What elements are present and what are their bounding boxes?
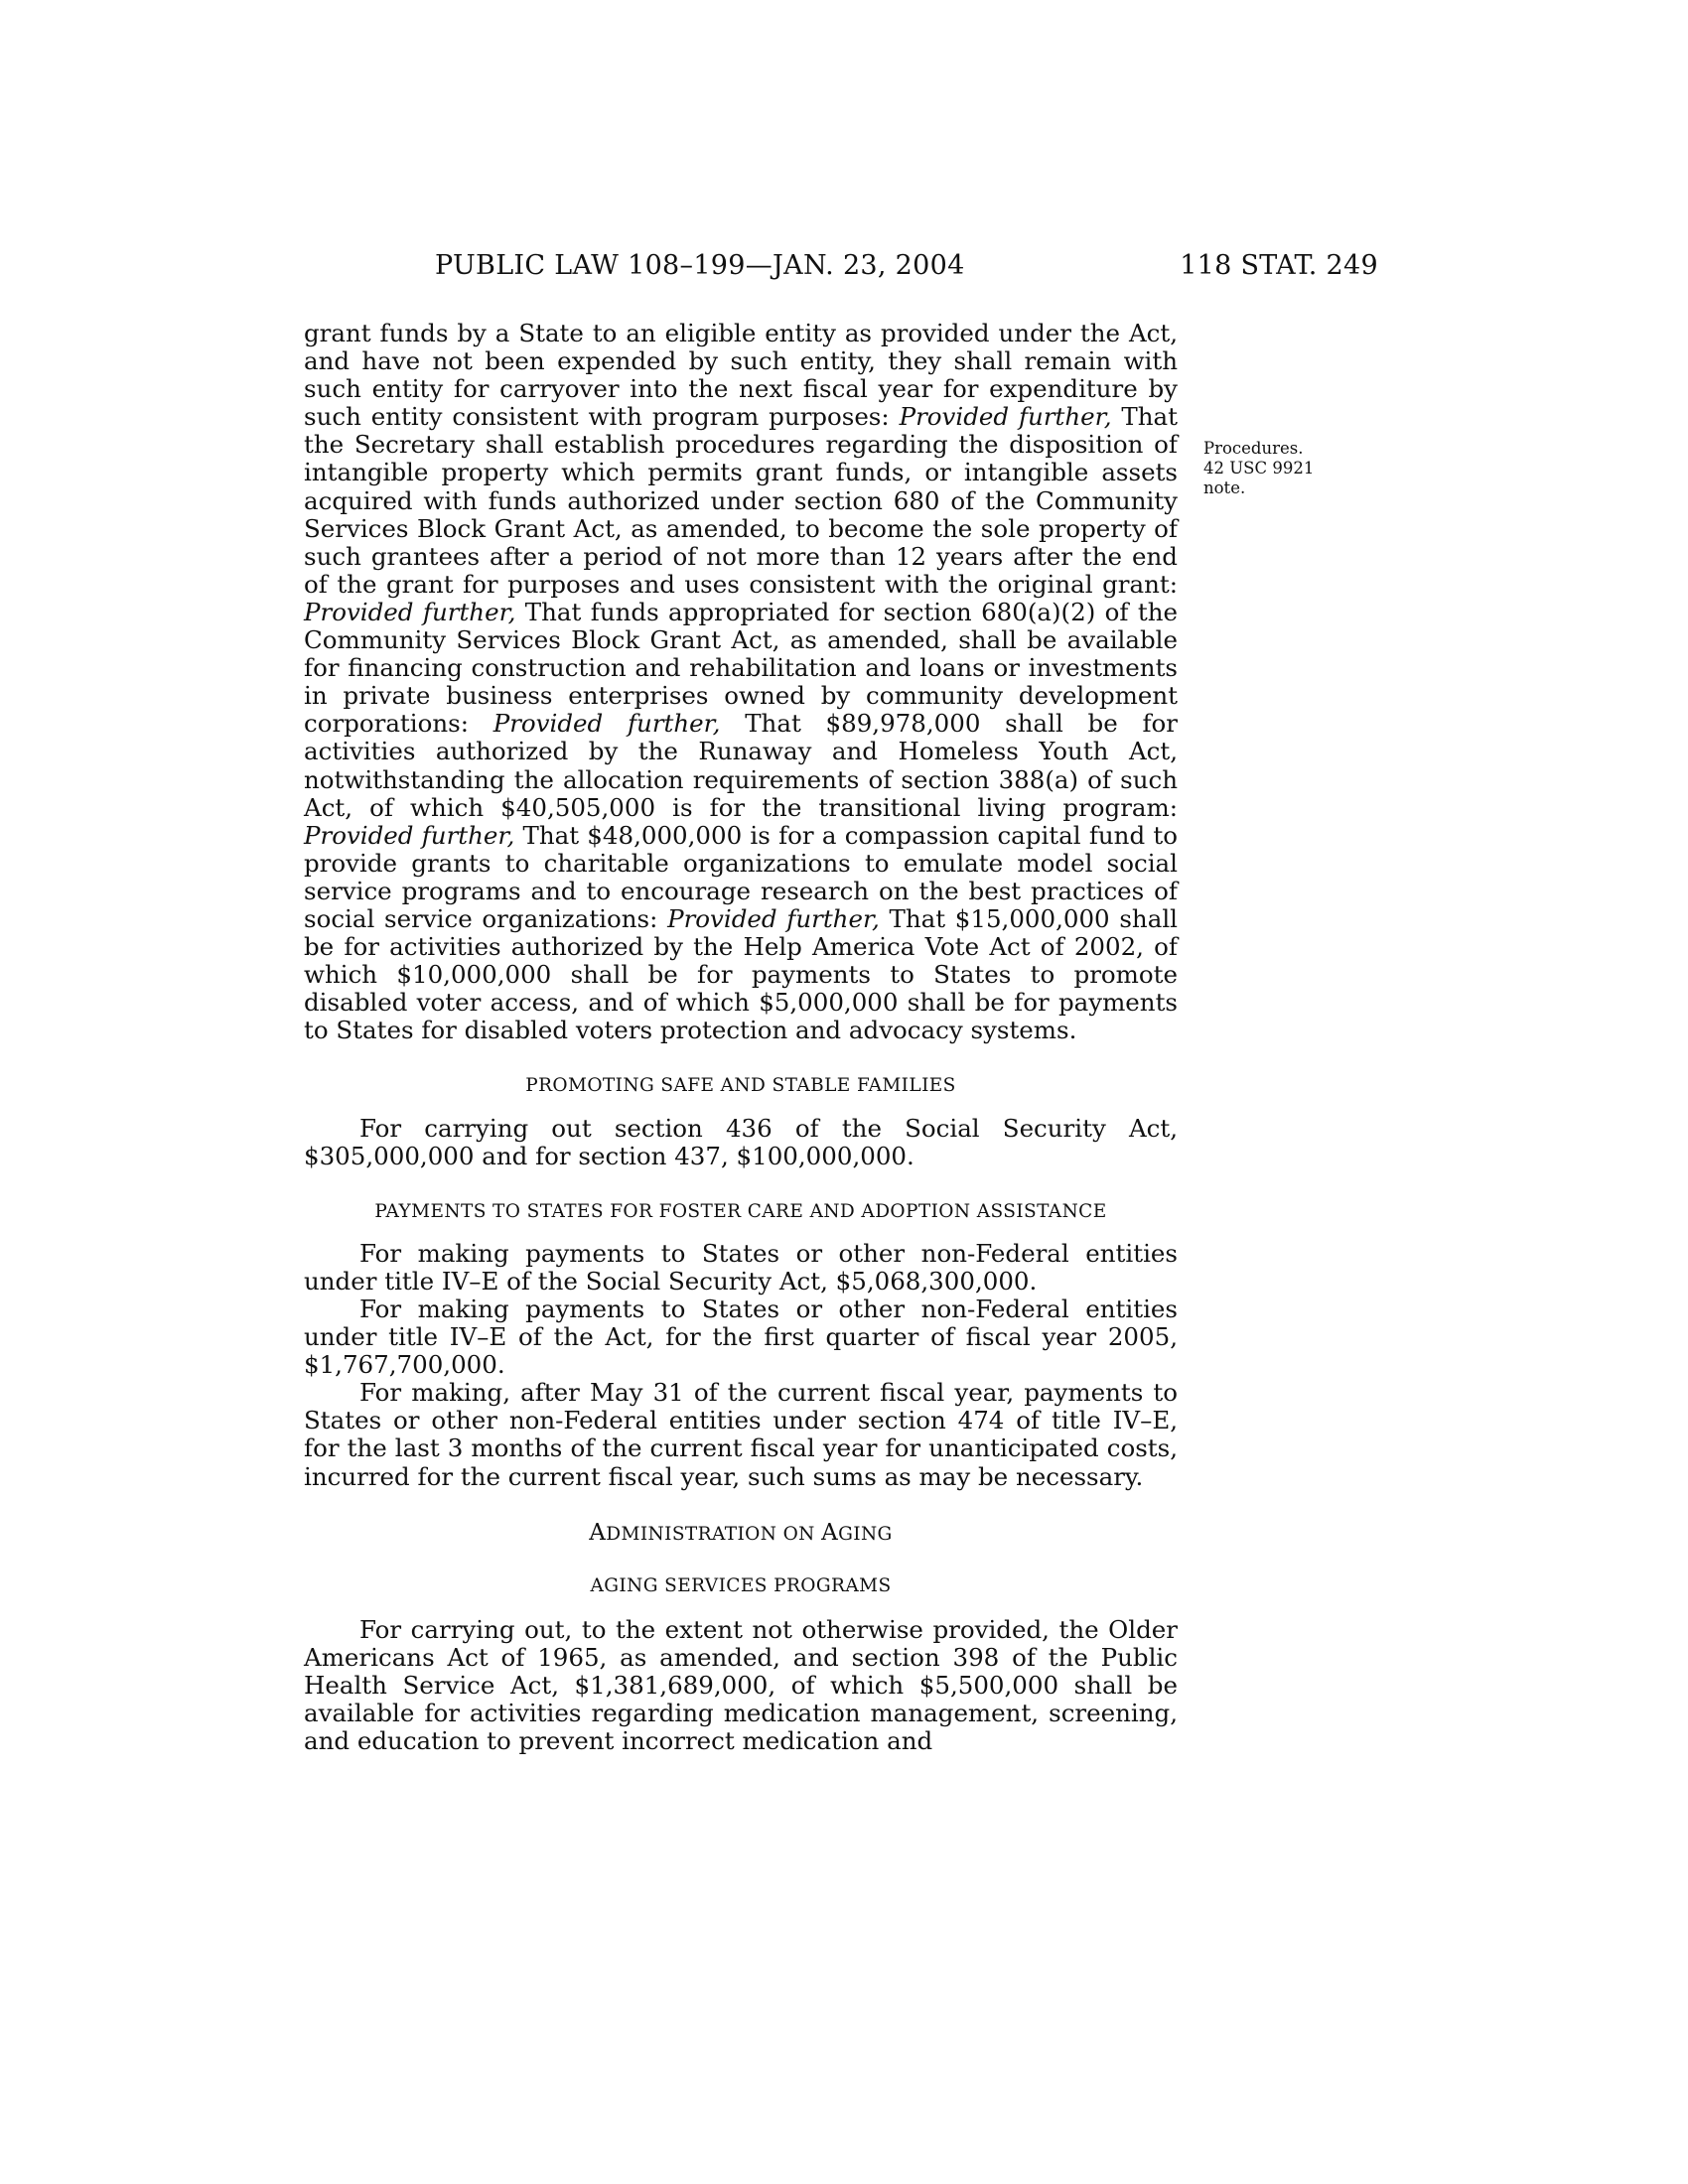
paragraph-foster-1: For making payments to States or other non-Federal entities under title IV–E of the Social Security Act, $5,068,300,000. — [304, 1238, 1178, 1296]
paragraph-foster-3: For making, after May 31 of the current fiscal year, payments to States or other non-Federal entities under section 474 of title IV–E, for the last 3 months of the current fiscal year for unanticipated costs, incurred for the current fiscal year, such sums as may be necessary. — [304, 1378, 1178, 1491]
margin-note-line: note. — [1203, 478, 1246, 497]
text-run: That $89,978,000 shall be for activities authorized by the Runaway and Homeless Youth Act, notwithstanding the allocation requirements of section 388(a) of such Act, of which $40,505,000 is for the transitional living program: — [304, 709, 1178, 822]
proviso-italic: Provided further, — [304, 597, 516, 626]
proviso-italic: Provided further, — [492, 709, 721, 739]
paragraph-continuation — [304, 320, 1178, 1044]
margin-note — [1203, 439, 1342, 498]
proviso-italic: Provided further, — [899, 402, 1112, 432]
section-heading-foster-care: PAYMENTS TO STATES FOR FOSTER CARE AND ADOPTION ASSISTANCE — [374, 1200, 1107, 1222]
small-cap-rest: GING — [838, 1523, 893, 1545]
body-text-column — [304, 320, 1178, 1755]
statute-page-number: 118 STAT. 249 — [1180, 250, 1378, 281]
small-cap-rest: DMINISTRATION ON — [606, 1523, 822, 1545]
paragraph-promoting: For carrying out section 436 of the Social Security Act, $305,000,000 and for section 437, $100,000,000. — [304, 1113, 1178, 1170]
small-cap-initial: A — [589, 1519, 607, 1546]
paragraph-aging: For carrying out, to the extent not otherwise provided, the Older Americans Act of 1965, as amended, and section 398 of the Public Health Service Act, $1,381,689,000, of which $5,500,000 shall be available for activities regarding medication management, screening, and education to prevent incorrect medication and — [304, 1614, 1178, 1756]
paragraph-foster-2: For making payments to States or other non-Federal entities under title IV–E of the Act, for the first quarter of fiscal year 2005, $1,767,700,000. — [304, 1295, 1178, 1380]
margin-note-line: Procedures. — [1203, 439, 1304, 458]
text-run: That the Secretary shall establish procedures regarding the disposition of intangible property which permits grant funds, or intangible assets acquired with funds authorized under section 680 of the Community Services Block Grant Act, as amended, to become the sole property of such grantees after a period of not more than 12 years after the end of the grant for purposes and uses consistent with the original grant: — [304, 402, 1178, 599]
section-heading-promoting: PROMOTING SAFE AND STABLE FAMILIES — [525, 1075, 956, 1097]
proviso-italic: Provided further, — [304, 820, 515, 850]
running-head-title: PUBLIC LAW 108–199—JAN. 23, 2004 — [435, 250, 965, 281]
agency-heading — [304, 1519, 1178, 1549]
text-run: That $48,000,000 is for a compassion capital fund to provide grants to charitable organizations to emulate model social service programs and to encourage research on the best practices of social service organizations: — [304, 820, 1178, 933]
proviso-italic: Provided further, — [667, 903, 880, 933]
small-cap-initial: A — [821, 1519, 839, 1546]
text-run: That $15,000,000 shall be for activities authorized by the Help America Vote Act of 2002, of which $10,000,000 shall be for payments to States to promote disabled voter access, and of which $5,000,000 shall be for payments to States for disabled voters protection and advocacy systems. — [304, 903, 1178, 1045]
page-header — [435, 250, 1378, 290]
section-heading-aging-services: AGING SERVICES PROGRAMS — [590, 1574, 892, 1596]
text-run: grant funds by a State to an eligible entity as provided under the Act, and have not been expended by such entity, they shall remain with such entity for carryover into the next fiscal year for expenditure by such entity consistent with program purposes: — [304, 319, 1178, 432]
margin-note-line: 42 USC 9921 — [1203, 459, 1315, 478]
text-run: That funds appropriated for section 680(a)(2) of the Community Services Block Grant Act, as amended, shall be available for financing construction and rehabilitation and loans or investments in private business enterprises owned by community development corporations: — [304, 597, 1178, 739]
